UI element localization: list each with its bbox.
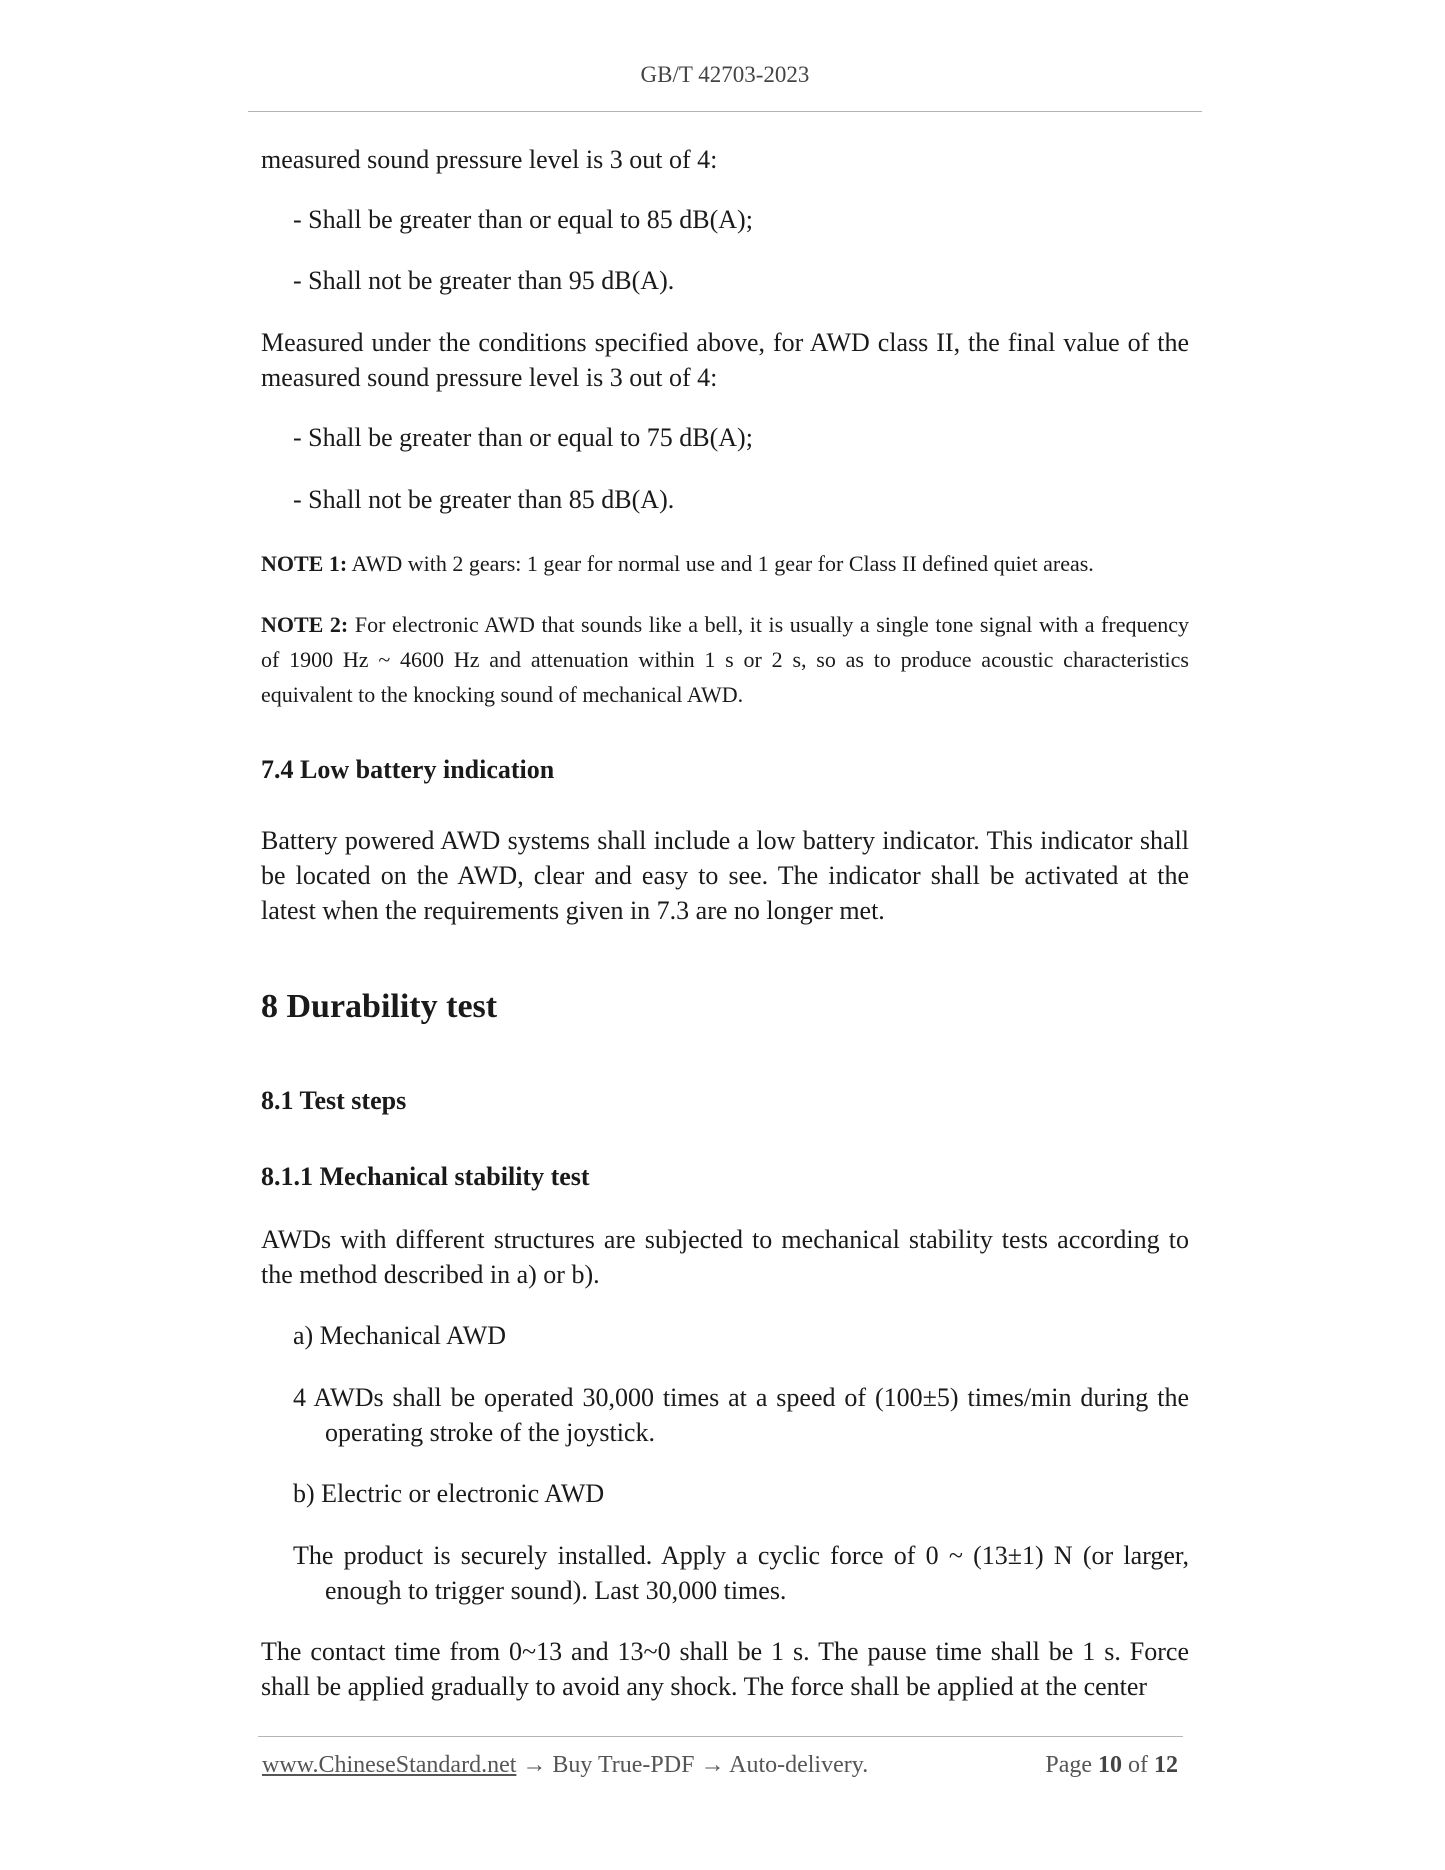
page-of: of [1122,1752,1154,1778]
paragraph: AWDs with different structures are subjected to mechanical stability tests according to the method described in a) or b). [261,1225,1189,1289]
list-item-a: a) Mechanical AWD [293,1321,507,1350]
list-item-text: 4 AWDs shall be operated 30,000 times at a speed of (100±5) times/min during the operating stroke of the joystick. [293,1383,1189,1447]
paragraph-continuation: measured sound pressure level is 3 out of 4: [261,145,718,174]
paragraph: Battery powered AWD systems shall include a low battery indicator. This indicator shall be located on the AWD, clear and easy to see. The indicator shall be activated at the latest when the requirements given in 7.3 are no longer met. [261,826,1189,925]
footer-divider [258,1736,1183,1737]
list-item-text: The product is securely installed. Apply a cyclic force of 0 ~ (13±1) N (or larger, enough to trigger sound). Last 30,000 times. [293,1541,1189,1605]
note-text: For electronic AWD that sounds like a bell, it is usually a single tone signal with a frequency of 1900 Hz ~ 4600 Hz and attenuation within 1 s or 2 s, so as to produce acoustic characteristics equivalent to the knocking sound of mechanical AWD. [261,612,1189,707]
note-2 [261,607,1189,712]
list-item: - Shall be greater than or equal to 75 dB(A); [293,423,753,452]
footer-promo-text: → Buy True-PDF → Auto-delivery. [516,1752,869,1778]
website-link[interactable]: www.ChineseStandard.net [262,1752,517,1778]
section-heading-8-1-1: 8.1.1 Mechanical stability test [261,1162,590,1191]
header-divider [248,111,1202,112]
list-item-b: b) Electric or electronic AWD [293,1479,605,1508]
note-label: NOTE 1: [261,551,348,576]
section-heading-8-1: 8.1 Test steps [261,1086,407,1115]
note-1 [261,546,1189,581]
paragraph: The contact time from 0~13 and 13~0 shall be 1 s. The pause time shall be 1 s. Force shall be applied gradually to avoid any shock. The force shall be applied at the center [261,1637,1189,1701]
page-prefix: Page [1045,1752,1098,1778]
note-label: NOTE 2: [261,612,349,637]
section-heading-7-4: 7.4 Low battery indication [261,755,555,784]
footer-promo [262,1752,868,1779]
note-text: AWD with 2 gears: 1 gear for normal use and 1 gear for Class II defined quiet areas. [347,551,1094,576]
list-item: - Shall not be greater than 95 dB(A). [293,266,675,295]
list-item: - Shall be greater than or equal to 85 dB(A); [293,205,753,234]
document-header-id: GB/T 42703-2023 [640,62,810,87]
list-item: - Shall not be greater than 85 dB(A). [293,485,675,514]
section-heading-8: 8 Durability test [261,988,498,1025]
paragraph: Measured under the conditions specified above, for AWD class II, the final value of the measured sound pressure level is 3 out of 4: [261,328,1189,392]
page-current: 10 [1098,1752,1122,1778]
page-total: 12 [1154,1752,1178,1778]
page-number [1045,1752,1178,1779]
